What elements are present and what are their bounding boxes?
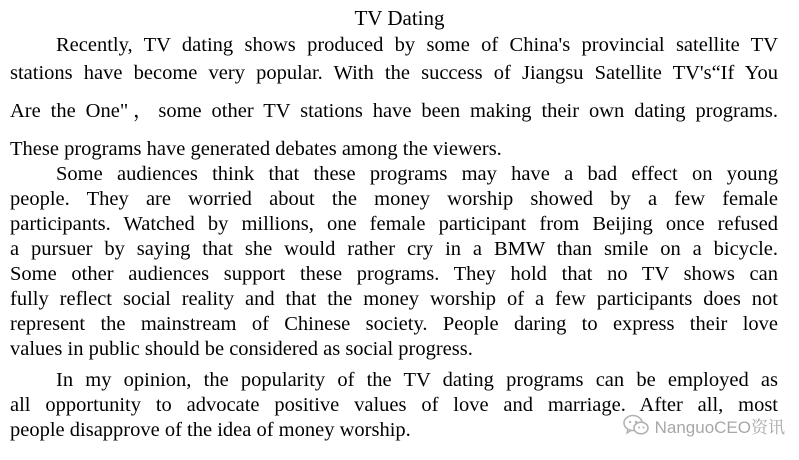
- text-line: Recently, TV dating shows produced by some of China's provincial satellite TV: [56, 34, 778, 56]
- text-line: a pursuer by saying that she would rather cry in a BMW than smile on a bicycle.: [10, 238, 778, 260]
- text-line: values in public should be considered as social progress.: [10, 338, 473, 360]
- text-line: Some audiences think that these programs may have a bad effect on young: [56, 163, 778, 185]
- text-line: people. They are worried about the money worship showed by a few female: [10, 188, 778, 210]
- wechat-icon: [623, 414, 649, 436]
- text-line: represent the mainstream of Chinese society. People daring to express their love: [10, 313, 778, 335]
- text-line: participants. Watched by millions, one female participant from Beijing once refused: [10, 213, 778, 235]
- text-line: fully reflect social reality and that the money worship of a few participants does not: [10, 288, 778, 310]
- text-line: all opportunity to advocate positive values of love and marriage. After all, most: [10, 394, 778, 416]
- text-line: Are the One"，some other TV stations have been making their own dating programs.: [10, 100, 778, 122]
- text-line: Some other audiences support these programs. They hold that no TV shows can: [10, 263, 778, 285]
- watermark: [623, 412, 785, 438]
- text-line: stations have become very popular. With the success of Jiangsu Satellite TV's“If You: [10, 62, 778, 84]
- text-line: people disapprove of the idea of money worship.: [10, 419, 411, 441]
- document-title: TV Dating: [354, 6, 445, 30]
- watermark-text: NanguoCEO资讯: [654, 417, 785, 437]
- text-line: These programs have generated debates among the viewers.: [10, 138, 502, 160]
- text-line: In my opinion, the popularity of the TV dating programs can be employed as: [56, 369, 778, 391]
